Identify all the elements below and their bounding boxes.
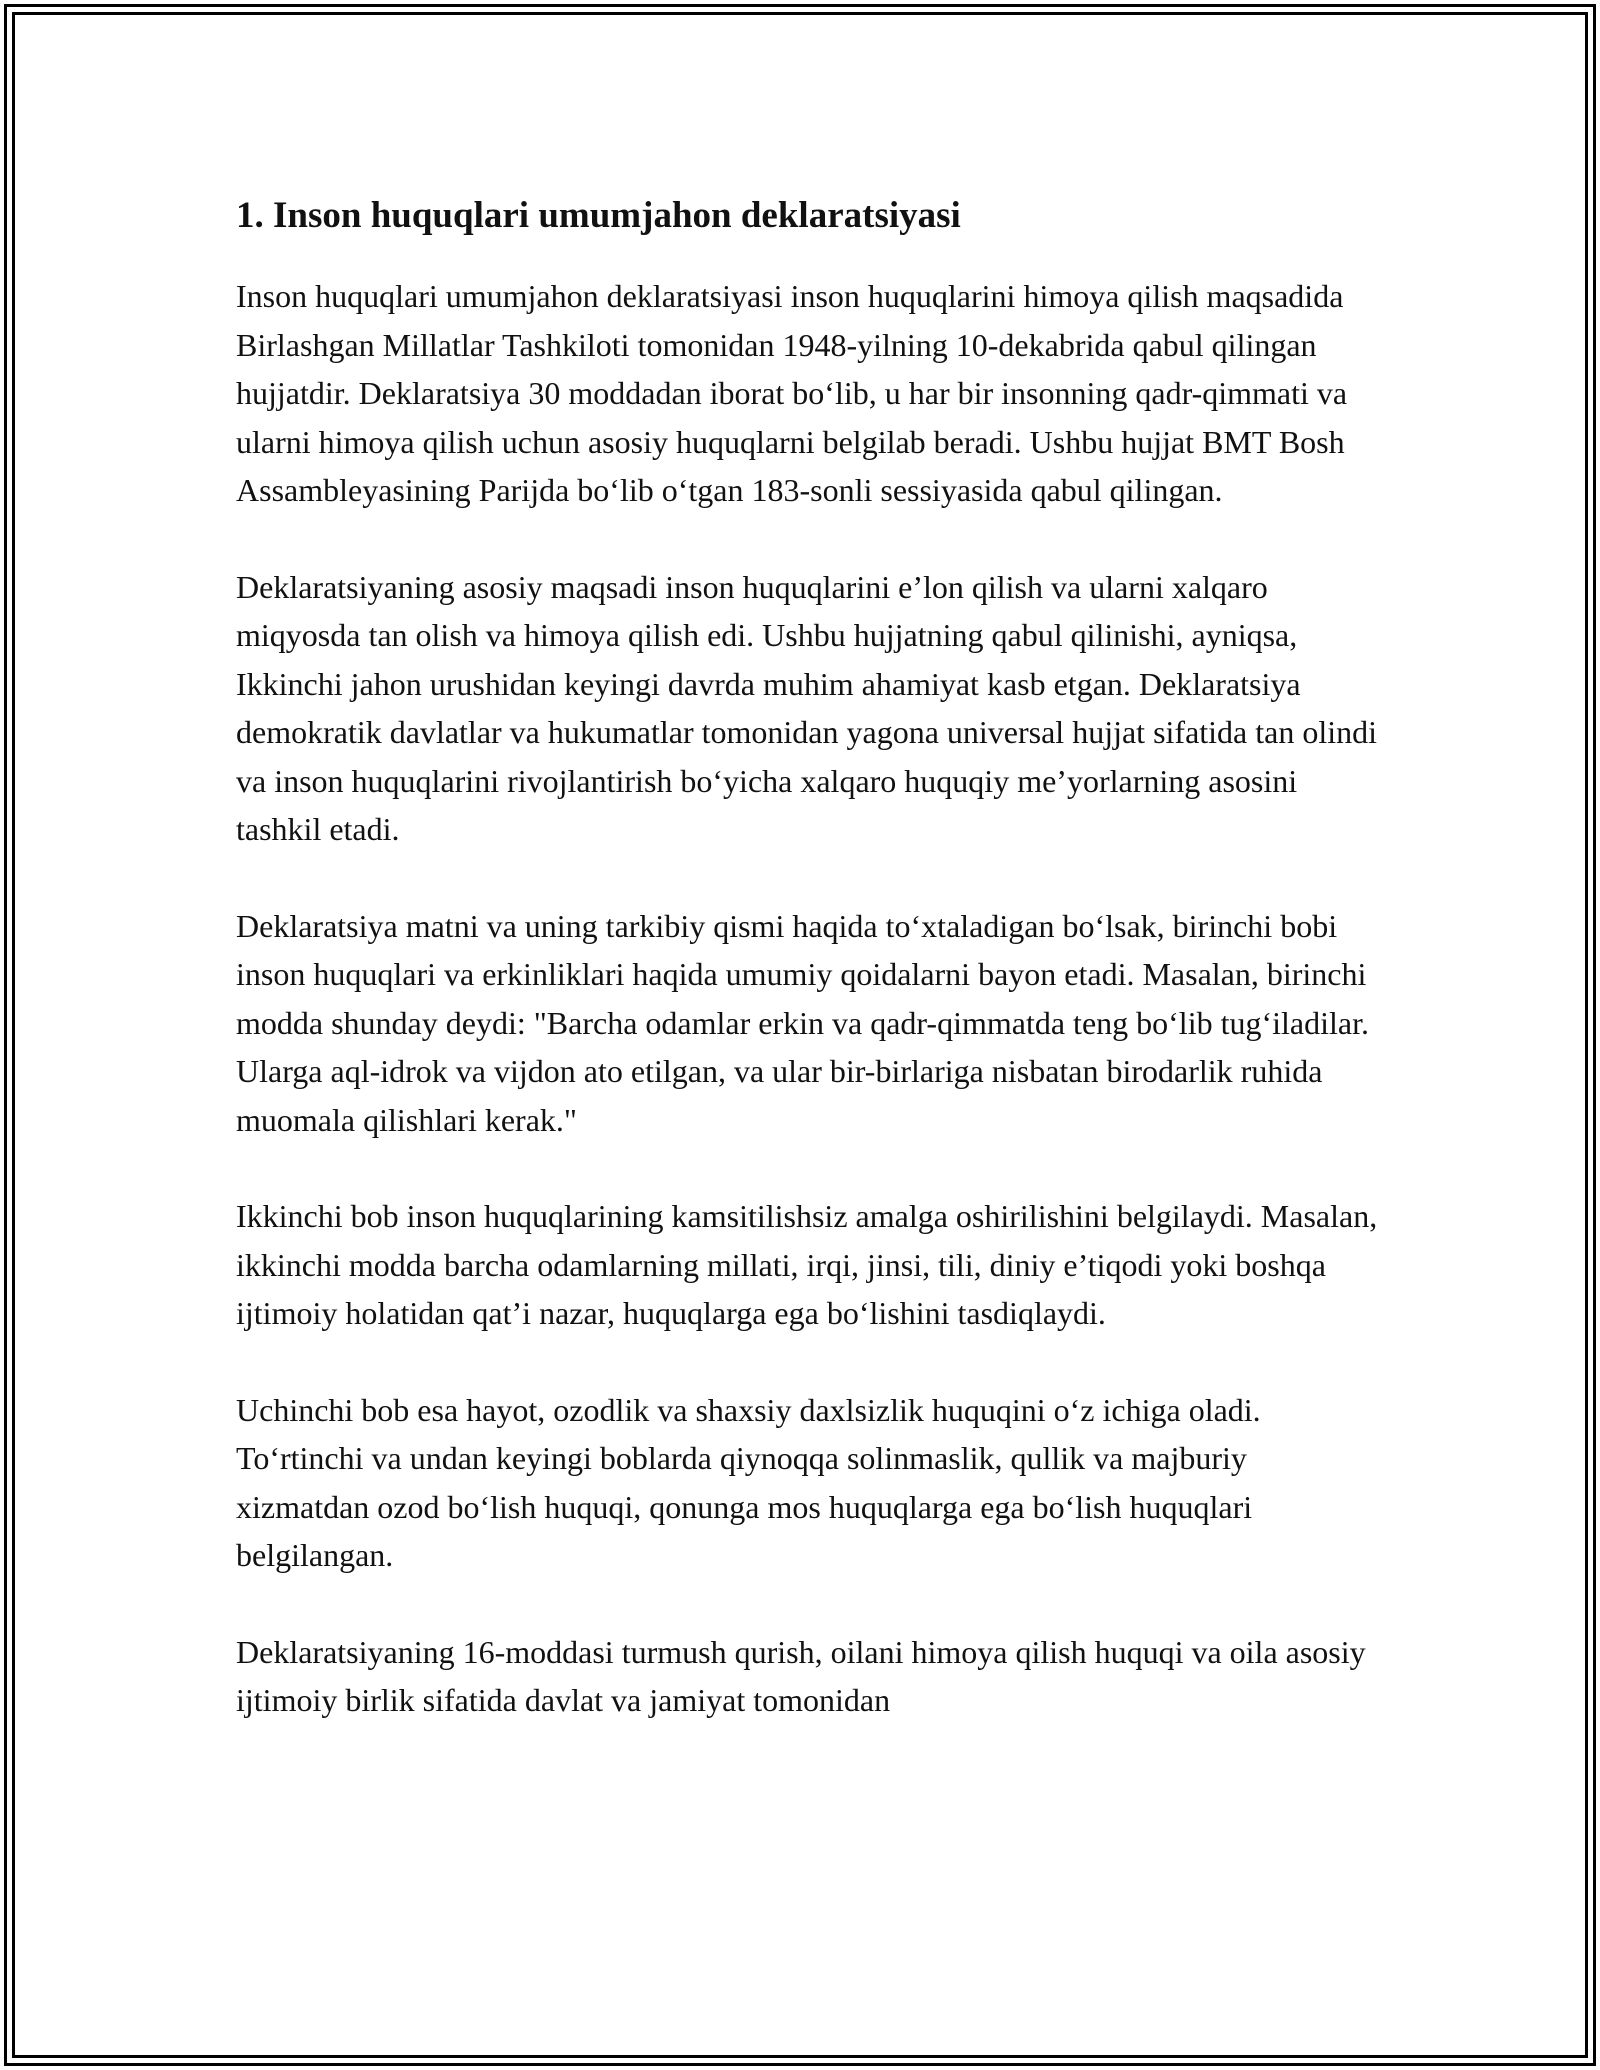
paragraph-2: Deklaratsiyaning asosiy maqsadi inson huquqlarini e’lon qilish va ularni xalqaro miqyosda tan olish va himoya qilish edi. Ushbu hujjatning qabul qilinishi, ayniqsa, Ikkinchi jahon urushidan keyingi davrda muhim ahamiyat kasb etgan. Deklaratsiya demokratik davlatlar va hukumatlar tomonidan yagona universal hujjat sifatida tan olindi va inson huquqlarini rivojlantirish bo‘yicha xalqaro huquqiy me’yorlarning asosini tashkil etadi. [236, 568, 1378, 847]
paragraph-4: Ikkinchi bob inson huquqlarining kamsitilishsiz amalga oshirilishini belgilaydi. Masalan, ikkinchi modda barcha odamlarning millati, irqi, jinsi, tili, diniy e’tiqodi yoki boshqa ijtimoiy holatidan qat’i nazar, huquqlarga ega bo‘lishini tasdiqlaydi. [236, 1198, 1378, 1331]
paragraph-6: Deklaratsiyaning 16-moddasi turmush qurish, oilani himoya qilish huquqi va oila asosiy ijtimoiy birlik sifatida davlat va jamiyat tomonidan [236, 1633, 1366, 1718]
section-title: 1. Inson huquqlari umumjahon deklaratsiyasi [236, 195, 961, 236]
paragraph-3: Deklaratsiya matni va uning tarkibiy qismi haqida to‘xtaladigan bo‘lsak, birinchi bobi inson huquqlari va erkinliklari haqida umumiy qoidalarni bayon etadi. Masalan, birinchi modda shunday deydi: "Barcha odamlar erkin va qadr-qimmatda teng bo‘lib tug‘iladilar. Ularga aql-idrok va vijdon ato etilgan, va ular bir-birlariga nisbatan birodarlik ruhida muomala qilishlari kerak." [236, 907, 1369, 1138]
paragraph-5: Uchinchi bob esa hayot, ozodlik va shaxsiy daxlsizlik huquqini o‘z ichiga oladi. To‘rtinchi va undan keyingi boblarda qiynoqqa solinmaslik, qullik va majburiy xizmatdan ozod bo‘lish huquqi, qonunga mos huquqlarga ega bo‘lish huquqlari belgilangan. [236, 1391, 1261, 1573]
paragraph-1: Inson huquqlari umumjahon deklaratsiyasi inson huquqlarini himoya qilish maqsadida Birlashgan Millatlar Tashkiloti tomonidan 1948-yilning 10-dekabrida qabul qilingan hujjatdir. Deklaratsiya 30 moddadan iborat bo‘lib, u har bir insonning qadr-qimmati va ularni himoya qilish uchun asosiy huquqlarni belgilab beradi. Ushbu hujjat BMT Bosh Assambleyasining Parijda bo‘lib o‘tgan 183-sonli sessiyasida qabul qilingan. [236, 278, 1348, 508]
document-body [236, 188, 1386, 1773]
